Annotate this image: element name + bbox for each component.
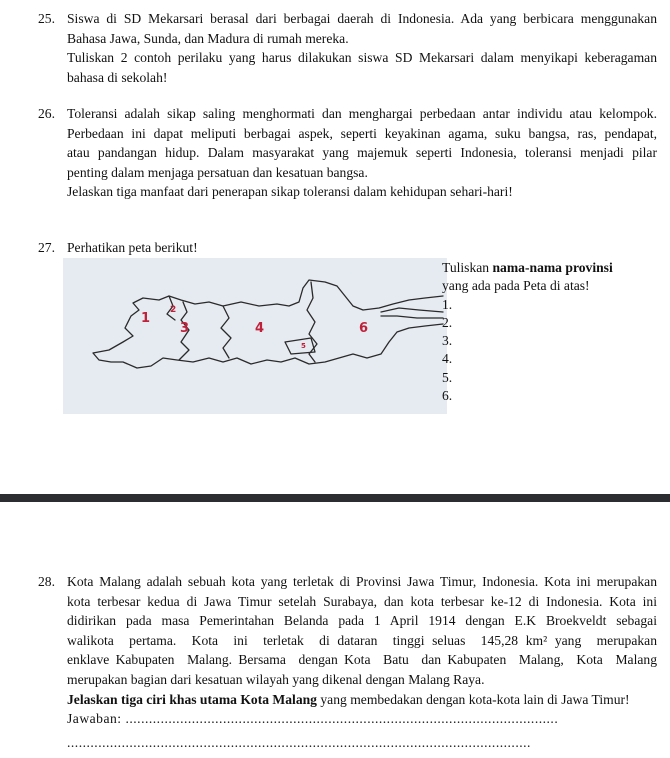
question-text: Kota Malang adalah sebuah kota yang terletak di Provinsi Jawa Timur, Indonesia. Kota ini merupakan [67, 574, 657, 589]
map-instruction-line2: yang ada pada Peta di atas! [442, 278, 590, 294]
border-4-6 [307, 282, 317, 362]
question-text: Perhatikan peta berikut! [67, 240, 198, 255]
map-label-5: 5 [301, 342, 306, 350]
answer-line-5[interactable]: 5. [442, 369, 453, 385]
question-text: Siswa di SD Mekarsari berasal dari berbagai daerah di Indonesia. Ada yang berbicara menggunakan [67, 11, 657, 26]
question-text: Jelaskan tiga manfaat dari penerapan sikap toleransi dalam kehidupan sehari-hari! [67, 184, 513, 200]
map-answer-panel [442, 259, 613, 405]
answer-field-1[interactable]: Jawaban: ............................................................................................................... [67, 711, 559, 727]
map-label-2: 2 [170, 305, 177, 315]
question-25 [0, 9, 670, 87]
question-text: Toleransi adalah sikap saling menghormati dan menghargai perbedaan antar individu atau kelompok. [67, 106, 657, 121]
map-label-4: 4 [255, 321, 265, 336]
question-text: enklave Kabupaten Malang. Bersama dengan Kota Batu dan Kabupaten Malang, Kota Malang [67, 652, 657, 668]
question-text: atau pandangan hidup. Dalam masyarakat yang majemuk seperti Indonesia, toleransi menjadi pilar [67, 145, 657, 161]
question-number: 27. [38, 240, 55, 255]
question-number: 28. [38, 574, 55, 589]
answer-line-2[interactable]: 2. [442, 314, 453, 330]
answer-line-6[interactable]: 6. [442, 388, 453, 404]
map-label-6: 6 [359, 321, 369, 336]
border-3-4 [221, 306, 231, 358]
question-text: Perbedaan ini dapat meliputi berbagai aspek, seperti keyakinan agama, suku bangsa, ras, pendapat, [67, 125, 657, 141]
question-number: 25. [38, 11, 55, 26]
answer-line-1[interactable]: 1. [442, 296, 453, 312]
question-27 [0, 238, 670, 258]
java-map-drawing [63, 258, 447, 414]
map-label-3: 3 [180, 321, 190, 336]
question-text: Bahasa Jawa, Sunda, dan Madura di rumah mereka. [67, 30, 349, 46]
page-divider [0, 494, 670, 502]
question-text: walikota pertama. Kota ini terletak di dataran tinggi seluas 145,28 km² yang merupakan [67, 632, 657, 648]
question-text: bahasa di sekolah! [67, 69, 168, 85]
question-28 [0, 572, 670, 752]
answer-line-3[interactable]: 3. [442, 333, 453, 349]
question-text: didirikan pada masa Pemerintahan Belanda pada 1 April 1914 dengan E.K Broekveldt sebagai [67, 613, 657, 629]
map-instruction: Tuliskan nama-nama provinsi [442, 260, 613, 275]
java-map [63, 258, 447, 414]
madura-outline [381, 308, 443, 318]
answer-field-2[interactable]: ....................................................................................................................... [67, 734, 531, 750]
question-text: merupakan bagian dari kesatuan wilayah yang dikenal dengan Malang Raya. [67, 671, 485, 687]
question-text: penting dalam menjaga persatuan dan kesatuan bangsa. [67, 164, 368, 180]
question-text: Tuliskan 2 contoh perilaku yang harus dilakukan siswa SD Mekarsari dalam menyikapi keberagaman [67, 50, 657, 66]
question-26 [0, 104, 670, 202]
question-prompt: Jelaskan tiga ciri khas utama Kota Malang yang membedakan dengan kota-kota lain di Jawa Timur! [67, 691, 630, 707]
map-label-1: 1 [141, 311, 151, 326]
answer-line-4[interactable]: 4. [442, 351, 453, 367]
question-text: kota terbesar kedua di Jawa Timur setelah Surabaya, dan kota terbesar ke-12 di Indonesia. Kota ini [67, 593, 657, 609]
question-number: 26. [38, 106, 55, 121]
